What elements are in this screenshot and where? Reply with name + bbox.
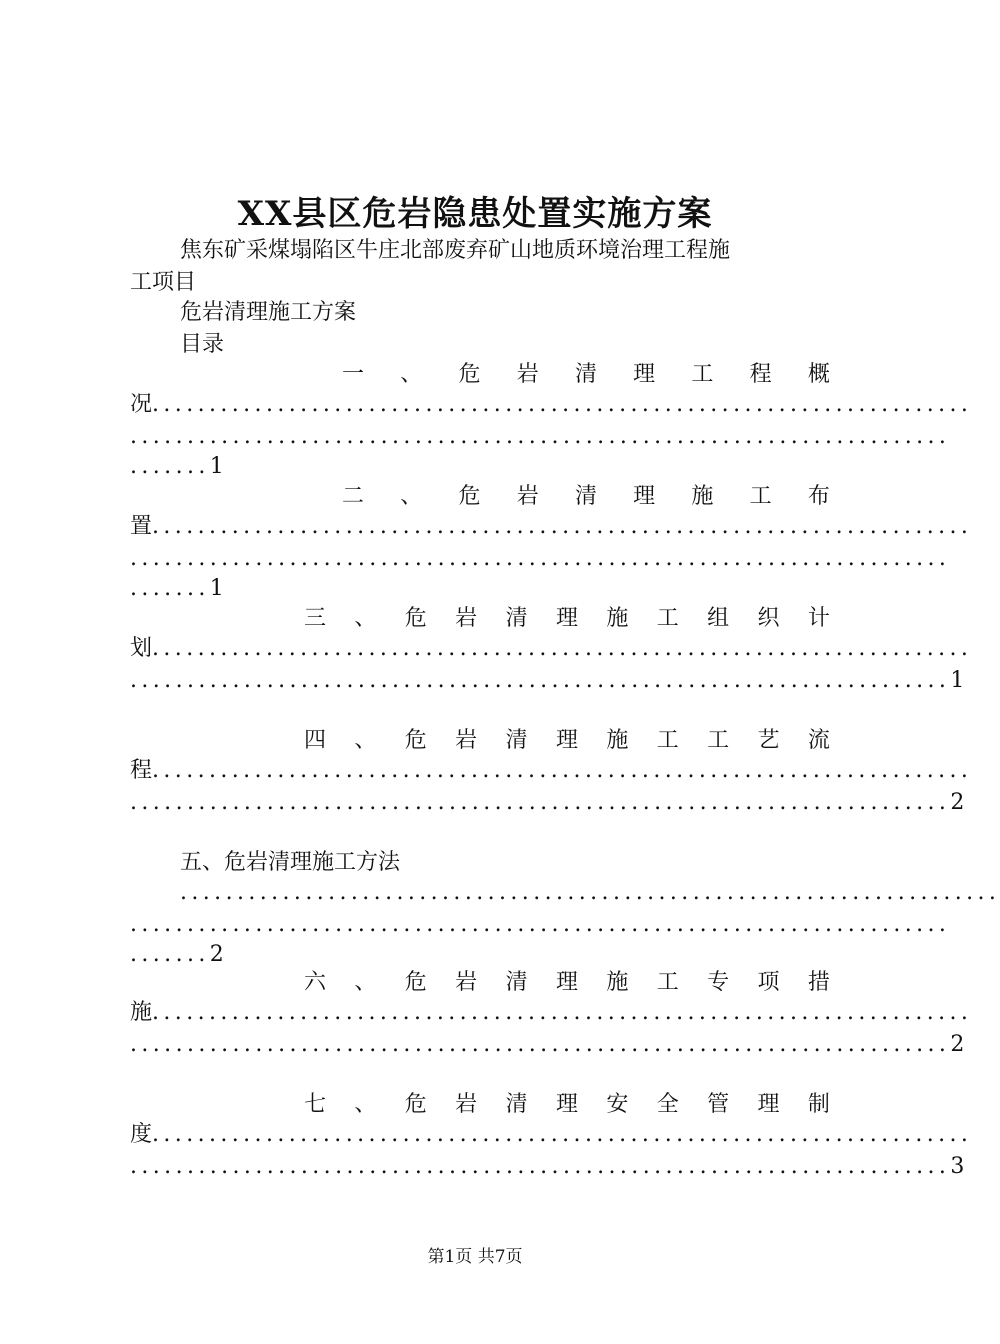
toc-char: 施 [606, 606, 629, 631]
toc-char: 全 [656, 1092, 679, 1117]
toc-char: 岩 [455, 606, 478, 631]
toc-entry-3-tail: 划 [130, 636, 153, 661]
toc-char: 计 [807, 606, 830, 631]
toc-char: 理 [633, 484, 656, 509]
toc-char: 工 [656, 970, 679, 995]
toc-heading: 目录 [180, 332, 225, 357]
toc-dot-leader: ........................................................................ [130, 912, 951, 937]
toc-char: 工 [656, 728, 679, 753]
toc-char: 理 [757, 1092, 780, 1117]
toc-char: 专 [707, 970, 730, 995]
toc-char: 概 [807, 362, 830, 387]
toc-entry-5-page: 2 [209, 942, 224, 967]
toc-char: 清 [505, 728, 528, 753]
toc-char: 岩 [455, 970, 478, 995]
toc-entry-6-page-line: ........................................................................ 2 [130, 1030, 830, 1060]
toc-char: 岩 [516, 362, 539, 387]
toc-entry-7-leader: 度 ........................................................................ [130, 1120, 830, 1150]
toc-char: 清 [505, 1092, 528, 1117]
toc-char: 艺 [757, 728, 780, 753]
toc-char: 三 [304, 606, 327, 631]
toc-entry-4-leader: 程 ........................................................................ [130, 756, 830, 786]
toc-entry-3-page: 1 [950, 668, 965, 693]
toc-entry-4-page-line: ........................................................................ 2 [130, 788, 830, 818]
plan-title: 危岩清理施工方案 [180, 300, 357, 325]
toc-char: 工 [707, 728, 730, 753]
toc-dot-leader: ........................................................................ [130, 424, 951, 449]
project-name-line2: 工项目 [130, 270, 197, 295]
toc-char: 理 [555, 1092, 578, 1117]
toc-entry-2-page-line: .......1 [130, 576, 224, 601]
toc-char: 措 [807, 970, 830, 995]
toc-char: 理 [555, 970, 578, 995]
toc-char: 危 [404, 606, 427, 631]
toc-char: 施 [606, 728, 629, 753]
document-title: XX县区危岩隐患处置实施方案 [237, 194, 713, 234]
toc-char: 危 [458, 362, 481, 387]
toc-char: 危 [404, 1092, 427, 1117]
toc-entry-1-title [342, 360, 830, 390]
toc-char: 清 [574, 362, 597, 387]
toc-char: 岩 [455, 728, 478, 753]
toc-entry-6-tail: 施 [130, 1000, 153, 1025]
toc-char: 七 [304, 1092, 327, 1117]
toc-char: 工 [749, 484, 772, 509]
toc-char: 、 [400, 362, 423, 387]
toc-char: 清 [574, 484, 597, 509]
toc-char: 工 [691, 362, 714, 387]
toc-entry-4-title [304, 726, 830, 756]
toc-entry-5-title: 五、危岩清理施工方法 [180, 850, 401, 875]
toc-entry-3-leader: 划 ........................................................................ [130, 634, 830, 664]
toc-char: 危 [404, 728, 427, 753]
toc-entry-7-page-line: ........................................................................ 3 [130, 1152, 830, 1182]
toc-entry-2-leader: 置 ........................................................................ [130, 512, 830, 542]
toc-char: 理 [633, 362, 656, 387]
toc-entry-6-title [304, 968, 830, 998]
toc-char: 制 [807, 1092, 830, 1117]
toc-char: 、 [400, 484, 423, 509]
toc-char: 危 [458, 484, 481, 509]
toc-entry-5-page-line: .......2 [130, 942, 224, 967]
toc-char: 、 [354, 728, 377, 753]
toc-char: 、 [354, 1092, 377, 1117]
toc-char: 清 [505, 970, 528, 995]
toc-char: 施 [606, 970, 629, 995]
toc-entry-1-page: 1 [209, 454, 224, 479]
toc-char: 程 [749, 362, 772, 387]
toc-entry-7-title [304, 1090, 830, 1120]
toc-char: 、 [354, 606, 377, 631]
toc-entry-4-tail: 程 [130, 758, 153, 783]
toc-char: 安 [606, 1092, 629, 1117]
toc-char: 管 [707, 1092, 730, 1117]
toc-entry-1-leader: 况 ........................................................................ [130, 390, 830, 420]
toc-char: 危 [404, 970, 427, 995]
toc-entry-6-page: 2 [950, 1032, 965, 1057]
toc-entry-3-page-line: ........................................................................ 1 [130, 666, 830, 696]
toc-dot-leader: ........................................................................ [130, 546, 951, 571]
toc-char: 二 [342, 484, 365, 509]
toc-dot-leader: ........................................................................ [180, 880, 1000, 905]
toc-entry-1-page-line: .......1 [130, 454, 224, 479]
toc-entry-4-page: 2 [950, 790, 965, 815]
toc-char: 织 [757, 606, 780, 631]
project-name-line1: 焦东矿采煤塌陷区牛庄北部废弃矿山地质环境治理工程施 [180, 238, 731, 263]
toc-char: 岩 [516, 484, 539, 509]
toc-char: 流 [807, 728, 830, 753]
toc-char: 组 [707, 606, 730, 631]
toc-entry-7-page: 3 [950, 1154, 965, 1179]
toc-char: 六 [304, 970, 327, 995]
toc-char: 、 [354, 970, 377, 995]
page-footer: 第1页 共7页 [427, 1247, 523, 1267]
toc-entry-2-title [342, 482, 830, 512]
toc-entry-1-tail: 况 [130, 392, 153, 417]
toc-char: 四 [304, 728, 327, 753]
toc-entry-7-tail: 度 [130, 1122, 153, 1147]
toc-char: 施 [691, 484, 714, 509]
toc-entry-6-leader: 施 ........................................................................ [130, 998, 830, 1028]
toc-entry-2-tail: 置 [130, 514, 153, 539]
toc-char: 工 [656, 606, 679, 631]
toc-char: 理 [555, 606, 578, 631]
toc-entry-2-page: 1 [209, 576, 224, 601]
toc-char: 项 [757, 970, 780, 995]
toc-char: 岩 [455, 1092, 478, 1117]
toc-entry-3-title [304, 604, 830, 634]
toc-char: 理 [555, 728, 578, 753]
toc-char: 布 [807, 484, 830, 509]
toc-char: 一 [342, 362, 365, 387]
toc-char: 清 [505, 606, 528, 631]
